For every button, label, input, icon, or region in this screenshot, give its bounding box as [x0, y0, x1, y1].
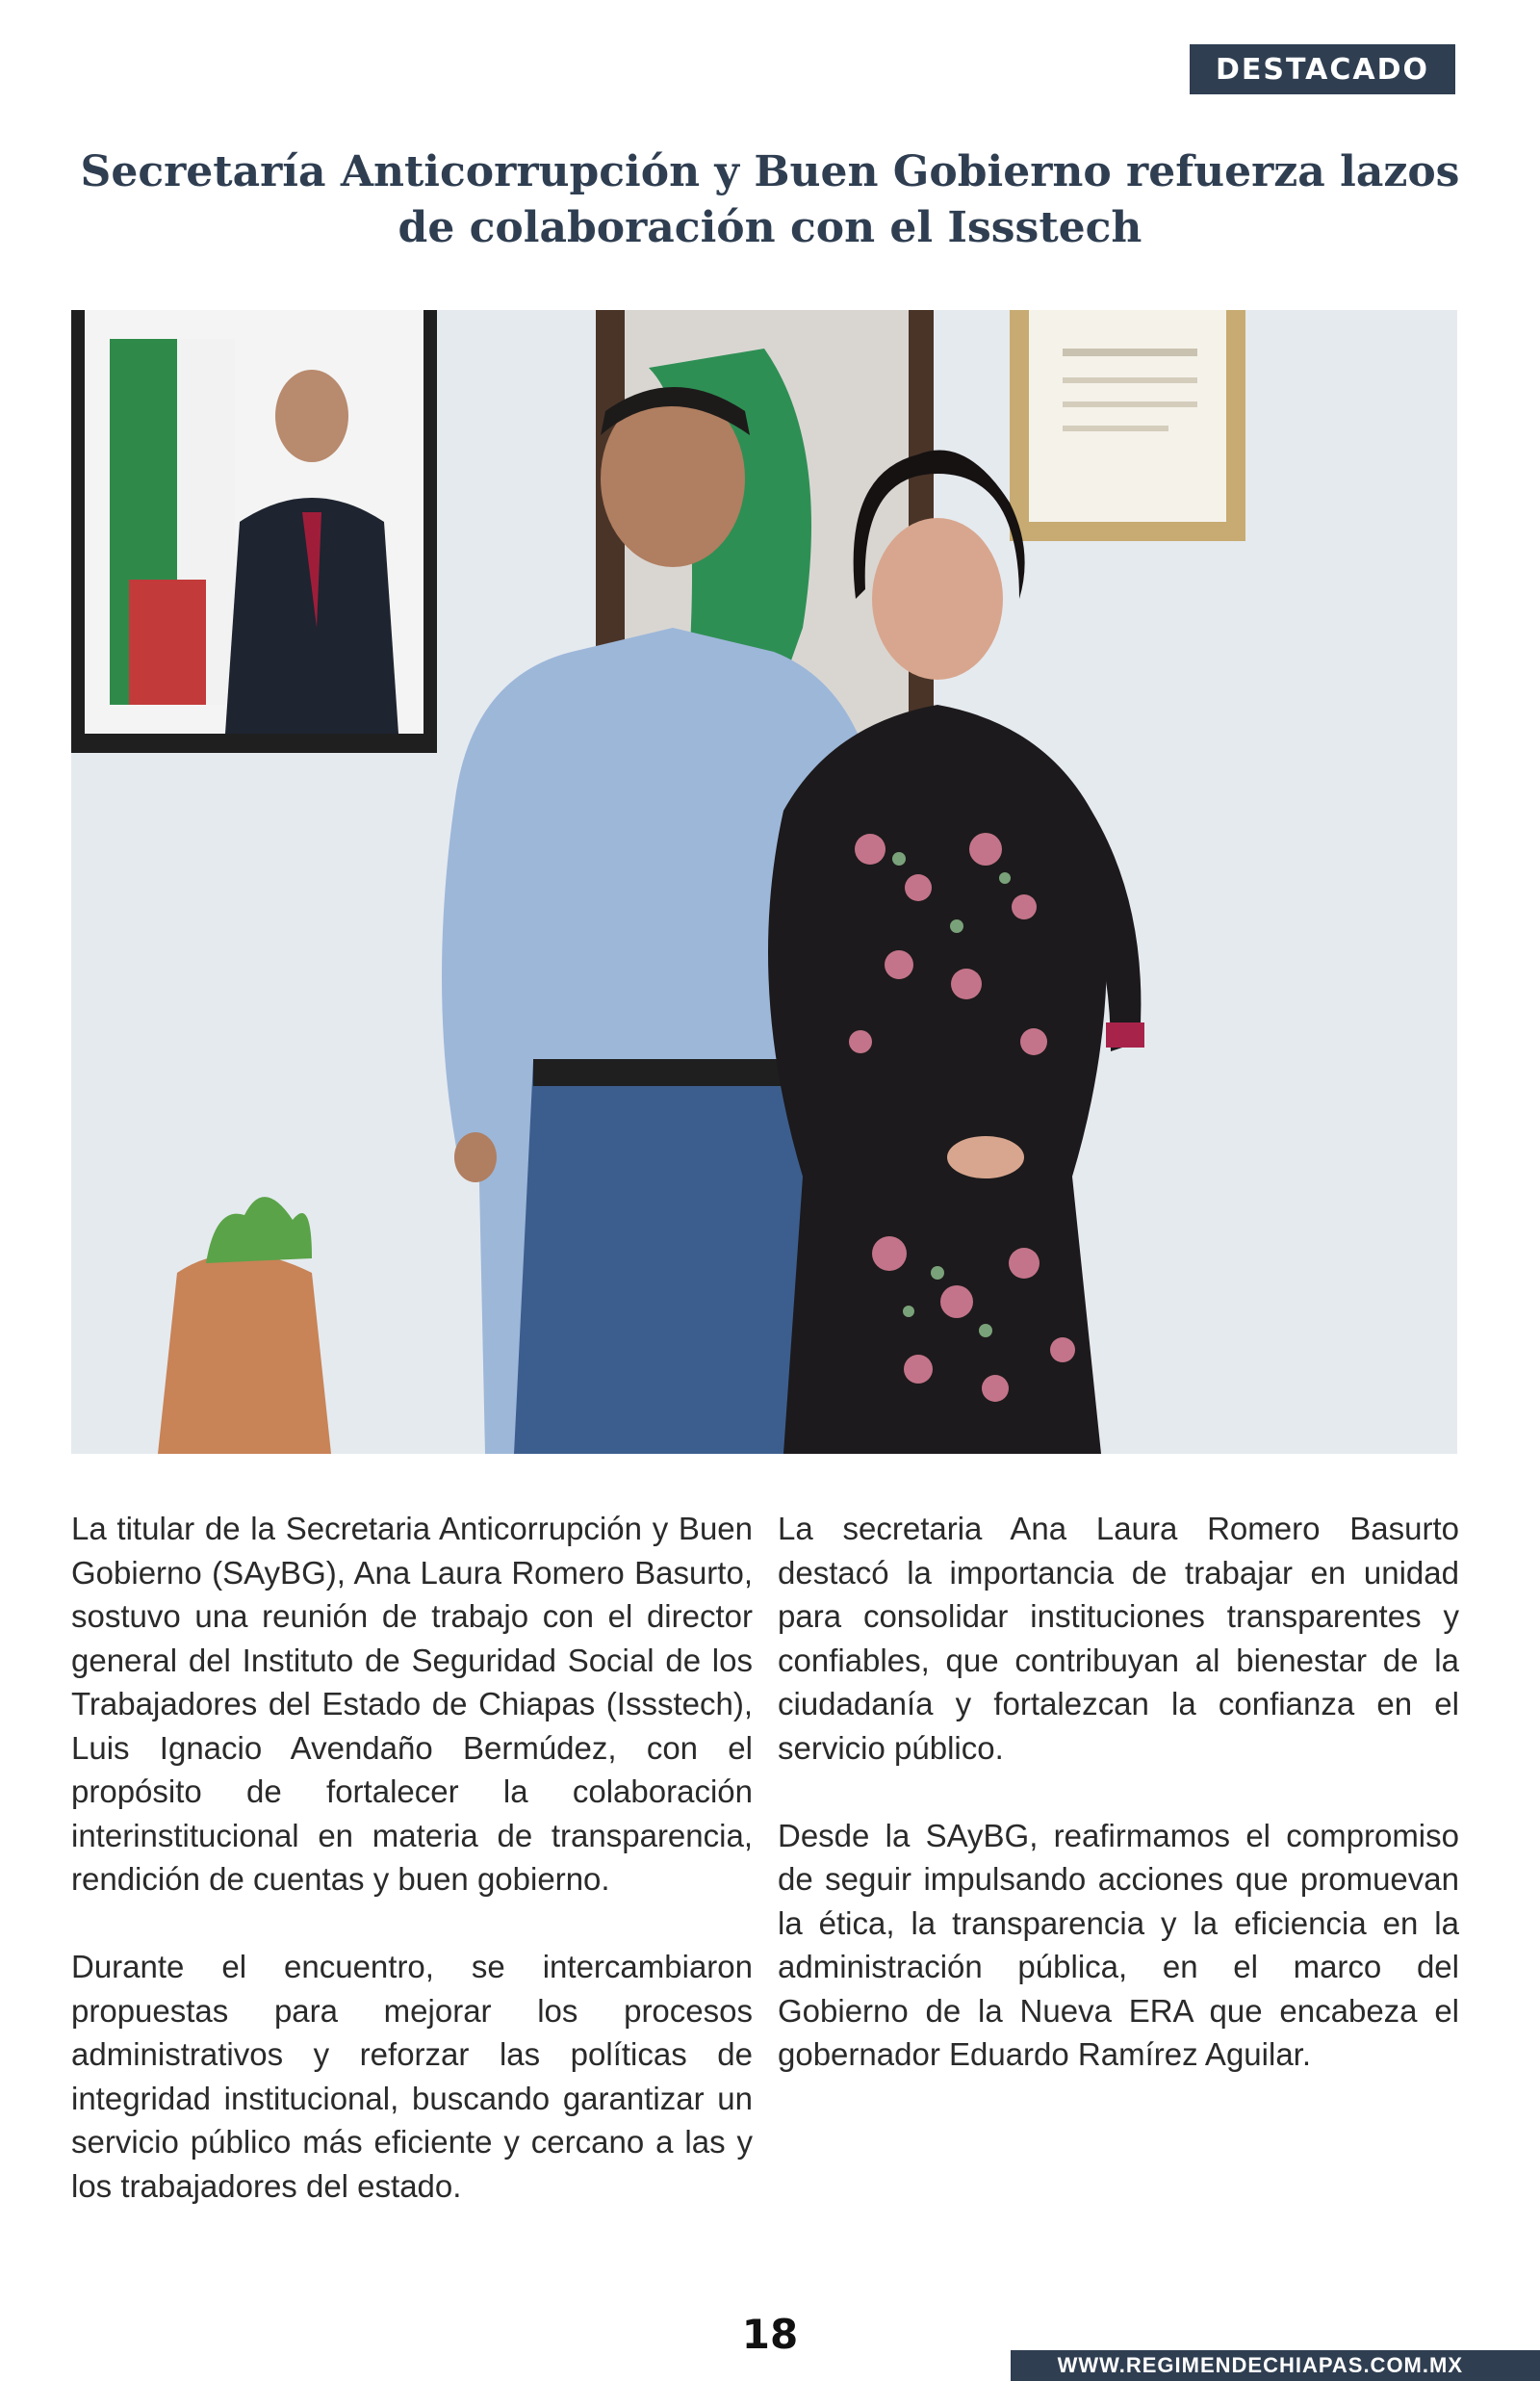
article-photo [71, 310, 1457, 1454]
article-headline: Secretaría Anticorrupción y Buen Gobierno refuerza lazos de colaboración con el Issstech [80, 147, 1460, 252]
website-url[interactable]: WWW.REGIMENDECHIAPAS.COM.MX [1057, 2353, 1463, 2377]
paragraph: Durante el encuentro, se intercambiaron propuestas para mejorar los procesos administrativos y reforzar las políticas de integridad institucional, buscando garantizar un servicio público más eficiente y cercano a las y los trabajadores del estado. [71, 1949, 753, 2204]
section-badge: DESTACADO [1190, 44, 1455, 94]
article-column-right [778, 1507, 1459, 2120]
article-column-left [71, 1507, 753, 2252]
photo-icon [71, 310, 1457, 1454]
paragraph: La secretaria Ana Laura Romero Basurto destacó la importancia de trabajar en unidad para consolidar instituciones transparentes y confiables, que contribuyan al bienestar de la ciudadanía y fortalezcan la confianza en el servicio público. [778, 1511, 1459, 1766]
page-number: 18 [741, 2311, 799, 2358]
paragraph: Desde la SAyBG, reafirmamos el compromiso de seguir impulsando acciones que promuevan la ética, la transparencia y la eficiencia en la administración pública, en el marco del Gobierno de la Nueva ERA que encabeza el gobernador Eduardo Ramírez Aguilar. [778, 1817, 1459, 2072]
footer-website-bar [1011, 2350, 1540, 2381]
paragraph: La titular de la Secretaria Anticorrupción y Buen Gobierno (SAyBG), Ana Laura Romero Basurto, sostuvo una reunión de trabajo con el director general del Instituto de Seguridad Social de los Trabajadores del Estado de Chiapas (Issstech), Luis Ignacio Avendaño Bermúdez, con el propósito de fortalecer la colaboración interinstitucional en materia de transparencia, rendición de cuentas y buen gobierno. [71, 1511, 753, 1897]
